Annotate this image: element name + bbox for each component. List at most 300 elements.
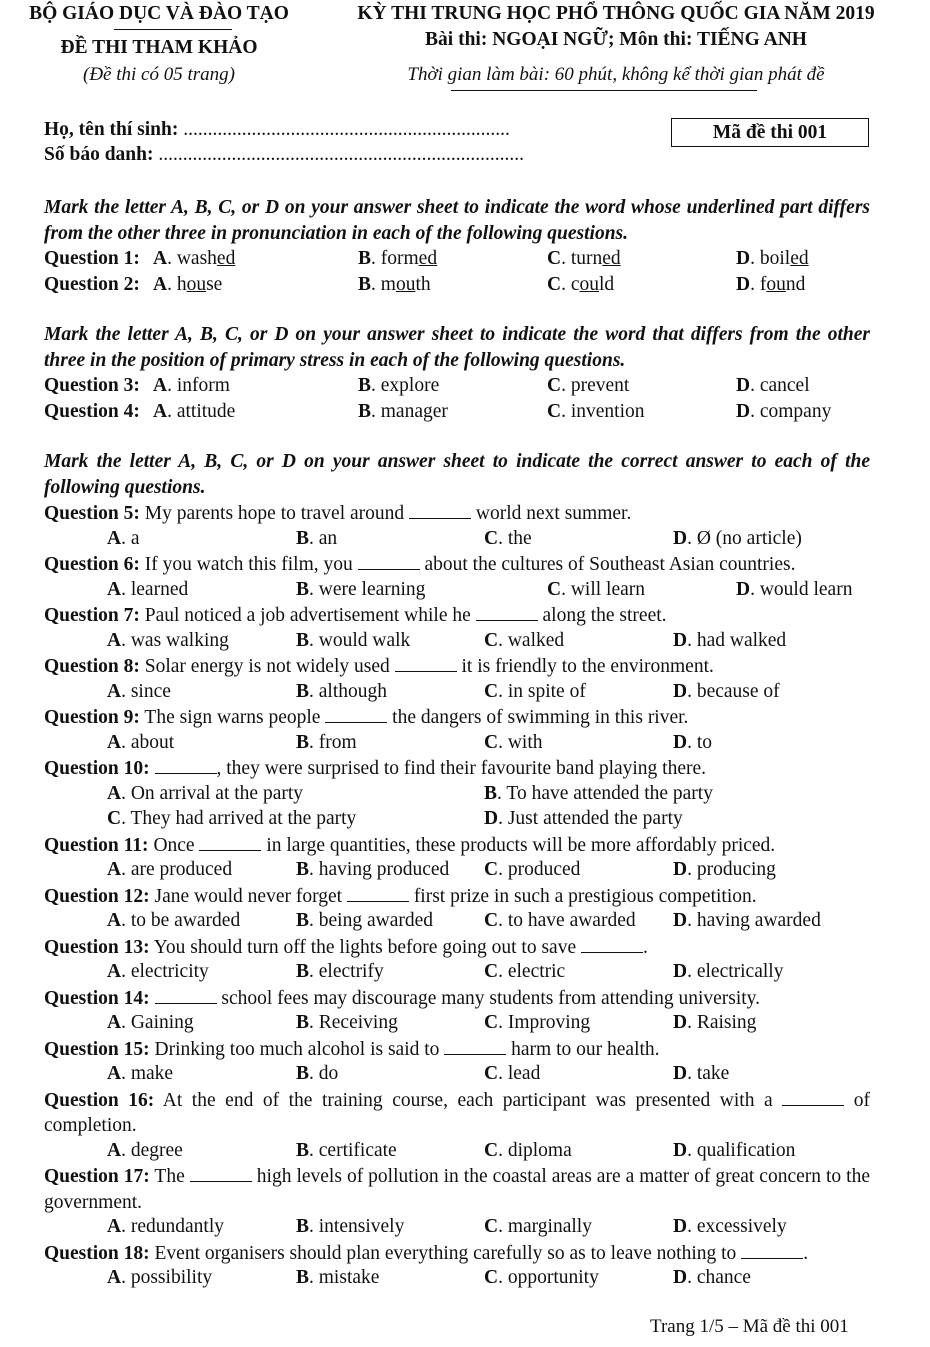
option-b: B. were learning — [296, 578, 426, 600]
question-label: Question 4: — [44, 400, 140, 422]
option-text: although — [318, 680, 388, 702]
option-text: invention — [570, 400, 645, 422]
option-text: were learning — [318, 578, 426, 600]
instruction-stress: Mark the letter A, B, C, or D on your answer sheet to indicate the word that differs from the other three in the position of primary stress in each of the following questions. — [44, 324, 870, 371]
option-c: C. diploma — [484, 1139, 572, 1161]
answer-blank — [155, 755, 217, 774]
option-text: Improving — [507, 1012, 591, 1033]
option-letter: B — [296, 1216, 310, 1237]
option-text: from — [318, 731, 357, 753]
option-text-pre: f — [759, 273, 767, 295]
option-letter: B — [296, 629, 310, 651]
option-text: electrify — [318, 961, 384, 982]
option-text: the — [507, 527, 532, 549]
question-text-after: . — [803, 1242, 809, 1264]
option-b: B. To have attended the party — [484, 782, 713, 804]
answer-blank — [358, 551, 420, 570]
option-d: D. producing — [673, 859, 776, 880]
option-text: redundantly — [130, 1216, 224, 1237]
option-letter: B — [296, 1267, 310, 1288]
option-a: A. since — [107, 680, 171, 702]
option-text: produced — [507, 859, 581, 880]
option-letter: C — [484, 1216, 499, 1237]
question-text-after: it is friendly to the environment. — [461, 656, 714, 677]
option-underlined-part: ou — [579, 273, 599, 295]
option-b: B. electrify — [296, 961, 384, 982]
option-text: chance — [696, 1267, 751, 1288]
option-letter: D — [736, 578, 751, 600]
question-text-before: Paul noticed a job advertisement while he — [144, 605, 471, 626]
question-stem — [44, 602, 870, 629]
option-text: electric — [507, 961, 566, 982]
option-letter: C — [484, 1063, 499, 1084]
question-text-after: high levels of pollution in the coastal areas are a matter of great concern to the government. — [44, 1166, 871, 1213]
option-letter: C — [547, 248, 562, 269]
option-text: Just attended the party — [507, 808, 683, 829]
option-text: do — [318, 1063, 339, 1084]
option-letter: D — [673, 961, 688, 982]
option-text: cancel — [759, 375, 810, 396]
option-a: A. learned — [107, 578, 189, 600]
option-letter: A — [107, 578, 122, 600]
option-text: intensively — [318, 1216, 405, 1237]
option-text: degree — [130, 1139, 183, 1161]
option-letter: C — [484, 1139, 499, 1161]
question-stem — [44, 653, 870, 680]
option-text: having awarded — [696, 910, 821, 931]
option-a: A. electricity — [107, 961, 209, 982]
option-d: D. had walked — [673, 629, 787, 651]
option-b: B. mistake — [296, 1267, 380, 1288]
option-letter: B — [358, 375, 372, 396]
time-note: Thời gian làm bài: 60 phút, không kể thời gian phát đề — [407, 64, 825, 85]
question-text-after: , they were surprised to find their favourite band playing there. — [216, 758, 707, 779]
question-stem — [44, 755, 870, 782]
option-letter: A — [107, 910, 122, 931]
option-letter: A — [153, 248, 168, 269]
option-letter: C — [484, 961, 499, 982]
option-c: C. Improving — [484, 1012, 591, 1033]
option-b: B. from — [296, 731, 357, 753]
option-text-post: th — [415, 273, 431, 295]
option-b: B. manager — [358, 400, 448, 422]
question-text-after: . — [642, 936, 648, 958]
option-letter: A — [107, 629, 122, 651]
option-d: D. company — [736, 400, 832, 422]
question-stem — [44, 1087, 870, 1139]
option-text-pre: form — [380, 248, 419, 269]
option-letter: C — [547, 375, 562, 396]
option-d: D. having awarded — [673, 910, 821, 931]
option-letter: C — [484, 1012, 499, 1033]
question-text-after: harm to our health. — [511, 1038, 660, 1060]
page-footer: Trang 1/5 – Mã đề thi 001 — [650, 1316, 849, 1337]
option-text: would learn — [759, 578, 853, 600]
option-letter: A — [153, 273, 168, 295]
option-letter: D — [673, 629, 688, 651]
instruction-correct-answer: Mark the letter A, B, C, or D on your answer sheet to indicate the correct answer to each of the following questions. — [44, 451, 870, 498]
exam-subject: Bài thi: NGOẠI NGỮ; Môn thi: TIẾNG ANH — [425, 29, 807, 50]
question-label: Question 1: — [44, 248, 140, 269]
option-d: D. electrically — [673, 961, 784, 982]
question-text-before: My parents hope to travel around — [144, 503, 405, 524]
question-label: Question 12: — [44, 885, 150, 907]
option-a: A. about — [107, 731, 175, 753]
option-letter: C — [484, 910, 499, 931]
option-text: having produced — [318, 859, 450, 880]
option-a: A. On arrival at the party — [107, 782, 304, 804]
option-c: C. lead — [484, 1063, 541, 1084]
option-d: D. Raising — [673, 1012, 757, 1033]
exam-title: KỲ THI TRUNG HỌC PHỔ THÔNG QUỐC GIA NĂM 2019 — [357, 3, 875, 24]
option-c: C. invention — [547, 400, 645, 422]
option-letter: D — [673, 910, 688, 931]
option-text: with — [507, 731, 543, 753]
option-letter: B — [296, 578, 310, 600]
option-d: D. Just attended the party — [484, 808, 683, 829]
option-text: prevent — [570, 375, 630, 396]
option-c: C. the — [484, 527, 532, 549]
option-c: C. marginally — [484, 1216, 592, 1237]
option-text: manager — [380, 400, 448, 422]
option-text-pre: wash — [176, 248, 217, 269]
answer-blank — [409, 500, 471, 519]
question-label: Question 2: — [44, 273, 140, 295]
option-underlined-part: ou — [766, 273, 786, 295]
question-stem — [44, 1036, 870, 1063]
option-d: D. boiled — [736, 248, 809, 269]
question-text-before: Jane would never forget — [154, 885, 343, 907]
option-text: would walk — [318, 629, 411, 651]
question-label: Question 5: — [44, 503, 140, 524]
option-letter: B — [296, 1139, 310, 1161]
option-a: A. are produced — [107, 859, 233, 880]
option-letter: B — [296, 1063, 310, 1084]
option-d: D. chance — [673, 1267, 751, 1288]
option-text: Gaining — [130, 1012, 194, 1033]
option-letter: C — [484, 859, 499, 880]
option-letter: A — [107, 961, 122, 982]
option-c: C. will learn — [547, 578, 646, 600]
option-text: marginally — [507, 1216, 592, 1237]
option-text: diploma — [507, 1139, 572, 1161]
option-letter: D — [736, 400, 751, 422]
question-label: Question 10: — [44, 758, 150, 779]
question-label: Question 6: — [44, 554, 140, 575]
option-text: being awarded — [318, 910, 434, 931]
option-text: to be awarded — [130, 910, 241, 931]
option-a: A. Gaining — [107, 1012, 194, 1033]
option-letter: B — [296, 527, 310, 549]
question-stem — [44, 704, 870, 731]
option-text: had walked — [696, 629, 787, 651]
question-label: Question 13: — [44, 936, 150, 958]
option-letter: D — [673, 680, 688, 702]
option-text: producing — [696, 859, 776, 880]
option-text: Receiving — [318, 1012, 398, 1033]
answer-blank — [347, 883, 409, 902]
candidate-id-label: Số báo danh: — [44, 144, 154, 165]
option-text-pre: turn — [570, 248, 603, 269]
option-text: explore — [380, 375, 440, 396]
option-text: are produced — [130, 859, 233, 880]
option-a: A. was walking — [107, 629, 229, 651]
option-text: lead — [507, 1063, 541, 1084]
question-text-after: along the street. — [542, 605, 667, 626]
option-letter: B — [296, 1012, 310, 1033]
option-b: B. would walk — [296, 629, 411, 651]
option-c: C. They had arrived at the party — [107, 808, 357, 829]
option-b: B. Receiving — [296, 1012, 398, 1033]
option-d: D. to — [673, 731, 713, 753]
answer-blank — [395, 653, 457, 672]
question-stem — [44, 985, 870, 1012]
candidate-name-dots: ................................................................... — [183, 119, 510, 140]
question-label: Question 17: — [44, 1166, 150, 1187]
option-b: B. do — [296, 1063, 339, 1084]
option-b: B. although — [296, 680, 388, 702]
option-b: B. having produced — [296, 859, 450, 880]
option-text: make — [130, 1063, 174, 1084]
option-letter: D — [673, 1063, 688, 1084]
option-letter: D — [673, 1012, 688, 1033]
option-text-pre: boil — [759, 248, 791, 269]
option-letter: A — [153, 400, 168, 422]
option-c: C. electric — [484, 961, 566, 982]
header-right-rule — [451, 90, 757, 91]
candidate-name-line — [44, 119, 510, 141]
option-letter: A — [107, 1139, 122, 1161]
option-a: A. make — [107, 1063, 174, 1084]
question-text-before: Drinking too much alcohol is said to — [154, 1038, 440, 1060]
question-label: Question 15: — [44, 1038, 150, 1060]
option-a: A. degree — [107, 1139, 183, 1161]
question-text-after: about the cultures of Southeast Asian countries. — [424, 554, 796, 575]
option-c: C. in spite of — [484, 680, 586, 702]
question-text-before: Event organisers should plan everything carefully so as to leave nothing to — [154, 1242, 737, 1264]
option-letter: A — [107, 1063, 122, 1084]
option-text: inform — [176, 375, 230, 396]
option-letter: A — [107, 1267, 122, 1288]
option-letter: B — [296, 859, 310, 880]
option-letter: B — [358, 400, 372, 422]
option-d: D. because of — [673, 680, 780, 702]
option-letter: D — [736, 248, 751, 269]
option-b: B. mouth — [358, 273, 431, 295]
option-text: company — [759, 400, 832, 422]
option-letter: D — [673, 1267, 688, 1288]
option-a: A. a — [107, 527, 140, 549]
option-letter: B — [296, 680, 310, 702]
header-left-rule — [114, 29, 232, 30]
option-text: Raising — [696, 1012, 757, 1033]
option-a: A. to be awarded — [107, 910, 241, 931]
option-c: C. walked — [484, 629, 565, 651]
option-letter: D — [736, 273, 751, 295]
option-text: mistake — [318, 1267, 380, 1288]
option-d: D. Ø (no article) — [673, 527, 802, 549]
option-letter: B — [358, 273, 372, 295]
question-stem — [44, 551, 870, 578]
candidate-name-label: Họ, tên thí sinh: — [44, 119, 179, 140]
option-text-post: se — [206, 273, 223, 295]
option-text-pre: c — [570, 273, 580, 295]
option-c: C. opportunity — [484, 1267, 599, 1288]
option-letter: A — [107, 1012, 122, 1033]
option-letter: B — [296, 731, 310, 753]
option-text: will learn — [570, 578, 646, 600]
option-letter: C — [484, 680, 499, 702]
option-text: electrically — [696, 961, 784, 982]
option-text-post: ld — [599, 273, 615, 295]
option-underlined-part: ed — [602, 248, 621, 269]
option-letter: A — [107, 731, 122, 753]
option-letter: D — [673, 731, 688, 753]
question-text-before: If you watch this film, you — [144, 554, 353, 575]
answer-blank — [325, 704, 387, 723]
option-letter: A — [153, 375, 168, 396]
option-a: A. attitude — [153, 400, 236, 422]
candidate-id-dots: ........................................................................... — [158, 144, 524, 165]
question-stem — [44, 883, 870, 910]
question-stem — [44, 500, 870, 527]
option-d: D. excessively — [673, 1216, 787, 1237]
option-a: A. washed — [153, 248, 236, 269]
option-text: take — [696, 1063, 730, 1084]
option-text: because of — [696, 680, 780, 702]
option-a: A. inform — [153, 375, 230, 396]
option-text: They had arrived at the party — [130, 808, 357, 829]
question-stem — [44, 934, 870, 961]
option-a: A. house — [153, 273, 223, 295]
option-letter: C — [484, 731, 499, 753]
candidate-id-line — [44, 144, 524, 166]
question-label: Question 3: — [44, 375, 140, 396]
option-text: On arrival at the party — [130, 782, 304, 804]
exam-type: ĐỀ THI THAM KHẢO — [60, 37, 258, 58]
option-letter: D — [673, 1216, 688, 1237]
option-d: D. qualification — [673, 1139, 796, 1161]
option-text: an — [318, 527, 338, 549]
option-letter: A — [107, 782, 122, 804]
option-d: D. take — [673, 1063, 730, 1084]
option-text: To have attended the party — [506, 782, 713, 804]
question-text-before: Once — [153, 834, 195, 856]
option-text: a — [130, 527, 140, 549]
option-c: C. to have awarded — [484, 910, 636, 931]
option-letter: C — [484, 527, 499, 549]
option-text: in spite of — [507, 680, 586, 702]
option-letter: B — [296, 961, 310, 982]
question-text-after: the dangers of swimming in this river. — [392, 707, 689, 728]
option-b: B. being awarded — [296, 910, 434, 931]
answer-blank — [741, 1240, 803, 1259]
question-text-before: The — [154, 1166, 185, 1187]
option-text: electricity — [130, 961, 209, 982]
option-a: A. possibility — [107, 1267, 213, 1288]
question-text-before: You should turn off the lights before going out to save — [153, 936, 577, 958]
option-letter: C — [484, 629, 499, 651]
option-letter: D — [484, 808, 499, 829]
option-c: C. produced — [484, 859, 581, 880]
option-d: D. cancel — [736, 375, 810, 396]
option-b: B. formed — [358, 248, 438, 269]
answer-blank — [444, 1036, 506, 1055]
option-d: D. found — [736, 273, 806, 295]
option-b: B. certificate — [296, 1139, 397, 1161]
question-label: Question 18: — [44, 1242, 150, 1264]
question-text-after: school fees may discourage many students from attending university. — [221, 987, 761, 1009]
pages-note: (Đề thi có 05 trang) — [83, 64, 235, 85]
option-b: B. intensively — [296, 1216, 405, 1237]
option-letter: B — [358, 248, 372, 269]
option-letter: A — [107, 859, 122, 880]
question-label: Question 16: — [44, 1089, 155, 1111]
question-label: Question 11: — [44, 834, 149, 856]
option-letter: C — [484, 1267, 499, 1288]
answer-blank — [190, 1163, 252, 1182]
option-text: walked — [507, 629, 565, 651]
question-label: Question 8: — [44, 656, 140, 677]
option-text: attitude — [176, 400, 236, 422]
exam-code-box: Mã đề thi 001 — [671, 118, 869, 147]
option-text: excessively — [696, 1216, 787, 1237]
answer-blank — [476, 602, 538, 621]
option-text: learned — [130, 578, 189, 600]
option-text: to — [696, 731, 713, 753]
option-letter: D — [736, 375, 751, 396]
question-text-before: At the end of the training course, each participant was presented with a — [162, 1089, 773, 1111]
option-text: to have awarded — [507, 910, 636, 931]
option-text-pre: m — [380, 273, 396, 295]
option-text: certificate — [318, 1139, 397, 1161]
option-c: C. could — [547, 273, 615, 295]
option-text: possibility — [130, 1267, 213, 1288]
question-text-after: in large quantities, these products will be more affordably priced. — [266, 834, 776, 856]
option-letter: B — [296, 910, 310, 931]
option-text: was walking — [130, 629, 229, 651]
option-text: since — [130, 680, 171, 702]
option-letter: D — [673, 1139, 688, 1161]
option-letter: A — [107, 1216, 122, 1237]
question-stem — [44, 832, 870, 859]
question-text-after: of completion. — [44, 1089, 870, 1136]
option-text-pre: h — [176, 273, 187, 295]
option-underlined-part: ed — [790, 248, 809, 269]
option-letter: A — [107, 680, 122, 702]
answer-blank — [155, 985, 217, 1004]
option-a: A. redundantly — [107, 1216, 224, 1237]
option-underlined-part: ed — [216, 248, 236, 269]
question-text-before: The sign warns people — [144, 707, 321, 728]
option-letter: D — [673, 527, 688, 549]
option-c: C. turned — [547, 248, 621, 269]
option-text: opportunity — [507, 1267, 599, 1288]
option-text: Ø (no article) — [696, 527, 802, 549]
question-stem — [44, 1240, 870, 1267]
option-letter: D — [673, 859, 688, 880]
question-text-after: world next summer. — [475, 503, 632, 524]
question-label: Question 7: — [44, 605, 140, 626]
option-underlined-part: ou — [395, 273, 416, 295]
answer-blank — [782, 1087, 844, 1106]
question-text-before: Solar energy is not widely used — [144, 656, 390, 677]
instruction-pronunciation: Mark the letter A, B, C, or D on your answer sheet to indicate the word whose underlined part differs from the other three in pronunciation in each of the following questions. — [44, 197, 870, 244]
question-stem — [44, 1163, 870, 1215]
option-letter: A — [107, 527, 122, 549]
question-label: Question 14: — [44, 987, 150, 1009]
option-text-post: nd — [785, 273, 806, 295]
